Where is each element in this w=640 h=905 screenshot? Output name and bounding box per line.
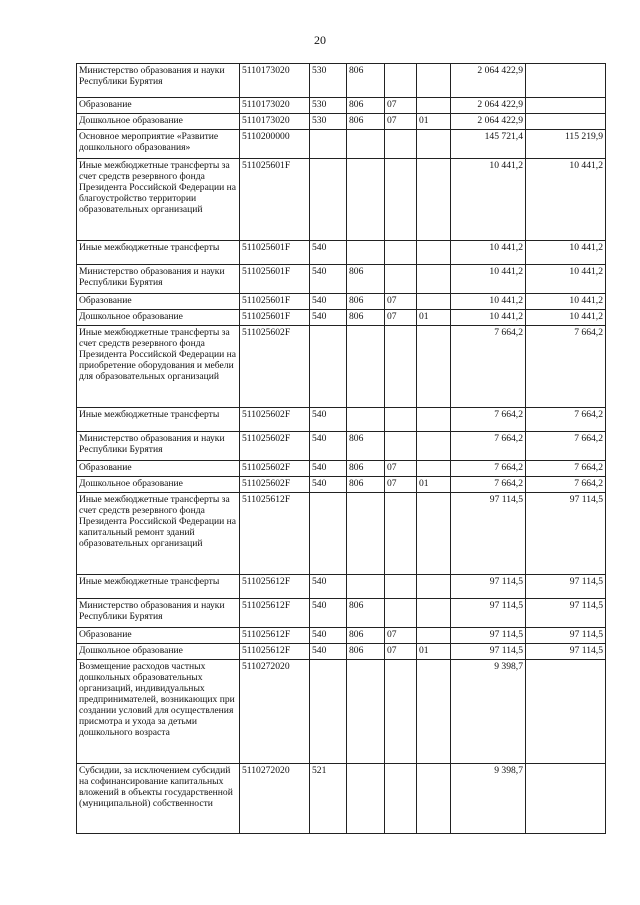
row-sum2-cell: 10 441,2	[526, 294, 606, 310]
table-row	[77, 660, 606, 764]
row-subsection-cell	[417, 493, 451, 575]
row-ministry-cell: 806	[347, 644, 385, 660]
row-vr-cell: 540	[310, 408, 347, 432]
row-subsection-cell: 01	[417, 114, 451, 130]
row-ministry-cell: 806	[347, 599, 385, 628]
row-sum1-cell: 2 064 422,9	[451, 114, 526, 130]
row-section-cell: 07	[385, 114, 417, 130]
row-name-cell: Министерство образования и науки Республики Бурятия	[77, 64, 240, 98]
row-code-cell: 511025601F	[240, 294, 310, 310]
row-subsection-cell	[417, 764, 451, 834]
row-code-cell: 511025612F	[240, 644, 310, 660]
row-code-cell: 511025601F	[240, 265, 310, 294]
row-code-cell: 5110272020	[240, 764, 310, 834]
table-row	[77, 628, 606, 644]
row-name-cell: Иные межбюджетные трансферты за счет средств резервного фонда Президента Российской Федерации на благоустройство территории образовательных организаций	[77, 159, 240, 241]
table-row	[77, 408, 606, 432]
row-sum2-cell	[526, 98, 606, 114]
row-subsection-cell	[417, 159, 451, 241]
row-subsection-cell: 01	[417, 310, 451, 326]
row-vr-cell: 530	[310, 98, 347, 114]
row-name-cell: Иные межбюджетные трансферты за счет средств резервного фонда Президента Российской Федерации на приобретение оборудования и мебели для образовательных организаций	[77, 326, 240, 408]
row-ministry-cell	[347, 493, 385, 575]
row-sum1-cell: 7 664,2	[451, 326, 526, 408]
row-ministry-cell	[347, 660, 385, 764]
row-name-cell: Образование	[77, 98, 240, 114]
row-vr-cell: 540	[310, 575, 347, 599]
row-name-cell: Субсидии, за исключением субсидий на софинансирование капитальных вложений в объекты государственной (муниципальной) собственности	[77, 764, 240, 834]
row-vr-cell: 521	[310, 764, 347, 834]
table-row	[77, 599, 606, 628]
row-ministry-cell	[347, 326, 385, 408]
row-subsection-cell	[417, 130, 451, 159]
row-subsection-cell	[417, 98, 451, 114]
row-sum1-cell: 97 114,5	[451, 628, 526, 644]
row-sum2-cell	[526, 660, 606, 764]
row-code-cell: 511025601F	[240, 159, 310, 241]
row-subsection-cell: 01	[417, 477, 451, 493]
row-code-cell: 5110272020	[240, 660, 310, 764]
row-sum1-cell: 97 114,5	[451, 644, 526, 660]
row-sum1-cell: 2 064 422,9	[451, 98, 526, 114]
row-sum2-cell: 97 114,5	[526, 575, 606, 599]
row-code-cell: 511025612F	[240, 493, 310, 575]
row-sum2-cell: 97 114,5	[526, 493, 606, 575]
row-vr-cell: 540	[310, 432, 347, 461]
row-name-cell: Иные межбюджетные трансферты за счет средств резервного фонда Президента Российской Федерации на капитальный ремонт зданий образовательных организаций	[77, 493, 240, 575]
row-code-cell: 511025602F	[240, 477, 310, 493]
row-sum2-cell: 97 114,5	[526, 628, 606, 644]
row-subsection-cell	[417, 64, 451, 98]
row-ministry-cell: 806	[347, 64, 385, 98]
row-name-cell: Образование	[77, 461, 240, 477]
row-sum2-cell	[526, 764, 606, 834]
row-subsection-cell	[417, 326, 451, 408]
row-subsection-cell	[417, 660, 451, 764]
row-sum2-cell	[526, 114, 606, 130]
row-code-cell: 5110173020	[240, 64, 310, 98]
row-vr-cell: 540	[310, 461, 347, 477]
table-row	[77, 130, 606, 159]
row-subsection-cell	[417, 599, 451, 628]
row-sum1-cell: 97 114,5	[451, 599, 526, 628]
row-section-cell	[385, 159, 417, 241]
row-vr-cell: 540	[310, 265, 347, 294]
table-row	[77, 575, 606, 599]
row-vr-cell: 540	[310, 241, 347, 265]
row-name-cell: Министерство образования и науки Республики Бурятия	[77, 265, 240, 294]
row-ministry-cell: 806	[347, 310, 385, 326]
row-sum1-cell: 10 441,2	[451, 265, 526, 294]
row-name-cell: Возмещение расходов частных дошкольных образовательных организаций, индивидуальных предпринимателей, возникающих при создании условий для осуществления присмотра и ухода за детьми дошкольного возраста	[77, 660, 240, 764]
row-sum2-cell: 7 664,2	[526, 326, 606, 408]
row-sum1-cell: 7 664,2	[451, 432, 526, 461]
row-sum1-cell: 9 398,7	[451, 764, 526, 834]
row-ministry-cell: 806	[347, 477, 385, 493]
row-name-cell: Дошкольное образование	[77, 114, 240, 130]
row-vr-cell: 540	[310, 599, 347, 628]
row-code-cell: 511025602F	[240, 408, 310, 432]
table-row	[77, 265, 606, 294]
row-code-cell: 511025612F	[240, 599, 310, 628]
row-ministry-cell: 806	[347, 114, 385, 130]
row-ministry-cell	[347, 408, 385, 432]
row-vr-cell: 540	[310, 294, 347, 310]
row-section-cell	[385, 326, 417, 408]
row-sum2-cell: 10 441,2	[526, 159, 606, 241]
row-ministry-cell	[347, 575, 385, 599]
table-row	[77, 764, 606, 834]
table-row	[77, 493, 606, 575]
row-section-cell: 07	[385, 628, 417, 644]
row-section-cell: 07	[385, 477, 417, 493]
row-name-cell: Дошкольное образование	[77, 477, 240, 493]
table-row	[77, 241, 606, 265]
row-section-cell	[385, 660, 417, 764]
row-subsection-cell	[417, 432, 451, 461]
row-vr-cell	[310, 660, 347, 764]
row-sum1-cell: 97 114,5	[451, 575, 526, 599]
row-vr-cell: 540	[310, 310, 347, 326]
row-ministry-cell: 806	[347, 461, 385, 477]
row-section-cell: 07	[385, 310, 417, 326]
row-vr-cell	[310, 159, 347, 241]
table-row	[77, 159, 606, 241]
row-code-cell: 511025612F	[240, 575, 310, 599]
row-sum1-cell: 7 664,2	[451, 408, 526, 432]
row-section-cell	[385, 575, 417, 599]
row-sum1-cell: 10 441,2	[451, 159, 526, 241]
page-number: 20	[314, 33, 326, 47]
row-code-cell: 511025612F	[240, 628, 310, 644]
row-sum2-cell: 7 664,2	[526, 477, 606, 493]
row-sum2-cell: 10 441,2	[526, 310, 606, 326]
row-subsection-cell	[417, 294, 451, 310]
row-subsection-cell	[417, 461, 451, 477]
row-name-cell: Образование	[77, 628, 240, 644]
row-ministry-cell: 806	[347, 628, 385, 644]
row-section-cell	[385, 599, 417, 628]
row-code-cell: 511025602F	[240, 326, 310, 408]
row-sum1-cell: 10 441,2	[451, 241, 526, 265]
row-section-cell	[385, 432, 417, 461]
row-vr-cell	[310, 326, 347, 408]
row-section-cell: 07	[385, 98, 417, 114]
row-ministry-cell	[347, 241, 385, 265]
row-ministry-cell: 806	[347, 294, 385, 310]
row-name-cell: Министерство образования и науки Республики Бурятия	[77, 432, 240, 461]
row-sum2-cell: 10 441,2	[526, 241, 606, 265]
row-sum2-cell: 7 664,2	[526, 432, 606, 461]
table-row	[77, 64, 606, 98]
row-section-cell: 07	[385, 644, 417, 660]
row-vr-cell	[310, 493, 347, 575]
row-name-cell: Иные межбюджетные трансферты	[77, 241, 240, 265]
row-sum1-cell: 2 064 422,9	[451, 64, 526, 98]
row-section-cell	[385, 130, 417, 159]
row-ministry-cell: 806	[347, 98, 385, 114]
budget-table	[76, 63, 606, 834]
row-name-cell: Министерство образования и науки Республики Бурятия	[77, 599, 240, 628]
row-code-cell: 5110200000	[240, 130, 310, 159]
row-sum1-cell: 7 664,2	[451, 461, 526, 477]
row-sum1-cell: 10 441,2	[451, 310, 526, 326]
row-subsection-cell	[417, 265, 451, 294]
table-row	[77, 461, 606, 477]
row-ministry-cell	[347, 764, 385, 834]
table-row	[77, 326, 606, 408]
row-section-cell: 07	[385, 461, 417, 477]
row-subsection-cell	[417, 628, 451, 644]
table-row	[77, 432, 606, 461]
table-row	[77, 310, 606, 326]
row-vr-cell: 530	[310, 114, 347, 130]
table-row	[77, 114, 606, 130]
row-sum2-cell: 97 114,5	[526, 599, 606, 628]
row-sum1-cell: 10 441,2	[451, 294, 526, 310]
row-ministry-cell: 806	[347, 432, 385, 461]
row-section-cell	[385, 408, 417, 432]
row-name-cell: Основное мероприятие «Развитие дошкольного образования»	[77, 130, 240, 159]
row-section-cell	[385, 241, 417, 265]
row-code-cell: 511025601F	[240, 241, 310, 265]
row-name-cell: Дошкольное образование	[77, 310, 240, 326]
row-name-cell: Дошкольное образование	[77, 644, 240, 660]
row-vr-cell: 540	[310, 628, 347, 644]
row-ministry-cell	[347, 130, 385, 159]
row-subsection-cell	[417, 575, 451, 599]
table-row	[77, 294, 606, 310]
row-section-cell	[385, 493, 417, 575]
row-sum2-cell: 7 664,2	[526, 408, 606, 432]
table-row	[77, 98, 606, 114]
row-vr-cell: 530	[310, 64, 347, 98]
row-code-cell: 511025602F	[240, 461, 310, 477]
row-sum1-cell: 7 664,2	[451, 477, 526, 493]
row-name-cell: Иные межбюджетные трансферты	[77, 408, 240, 432]
row-sum1-cell: 145 721,4	[451, 130, 526, 159]
row-section-cell	[385, 64, 417, 98]
row-subsection-cell	[417, 241, 451, 265]
table-row	[77, 477, 606, 493]
row-subsection-cell	[417, 408, 451, 432]
row-vr-cell	[310, 130, 347, 159]
row-vr-cell: 540	[310, 644, 347, 660]
row-code-cell: 5110173020	[240, 98, 310, 114]
row-section-cell	[385, 764, 417, 834]
row-ministry-cell: 806	[347, 265, 385, 294]
row-subsection-cell: 01	[417, 644, 451, 660]
row-sum1-cell: 97 114,5	[451, 493, 526, 575]
row-sum1-cell: 9 398,7	[451, 660, 526, 764]
row-sum2-cell: 97 114,5	[526, 644, 606, 660]
row-sum2-cell: 115 219,9	[526, 130, 606, 159]
row-sum2-cell: 7 664,2	[526, 461, 606, 477]
row-vr-cell: 540	[310, 477, 347, 493]
row-section-cell	[385, 265, 417, 294]
row-code-cell: 5110173020	[240, 114, 310, 130]
row-sum2-cell: 10 441,2	[526, 265, 606, 294]
row-ministry-cell	[347, 159, 385, 241]
row-sum2-cell	[526, 64, 606, 98]
row-code-cell: 511025601F	[240, 310, 310, 326]
row-name-cell: Иные межбюджетные трансферты	[77, 575, 240, 599]
row-code-cell: 511025602F	[240, 432, 310, 461]
table-row	[77, 644, 606, 660]
row-name-cell: Образование	[77, 294, 240, 310]
row-section-cell: 07	[385, 294, 417, 310]
